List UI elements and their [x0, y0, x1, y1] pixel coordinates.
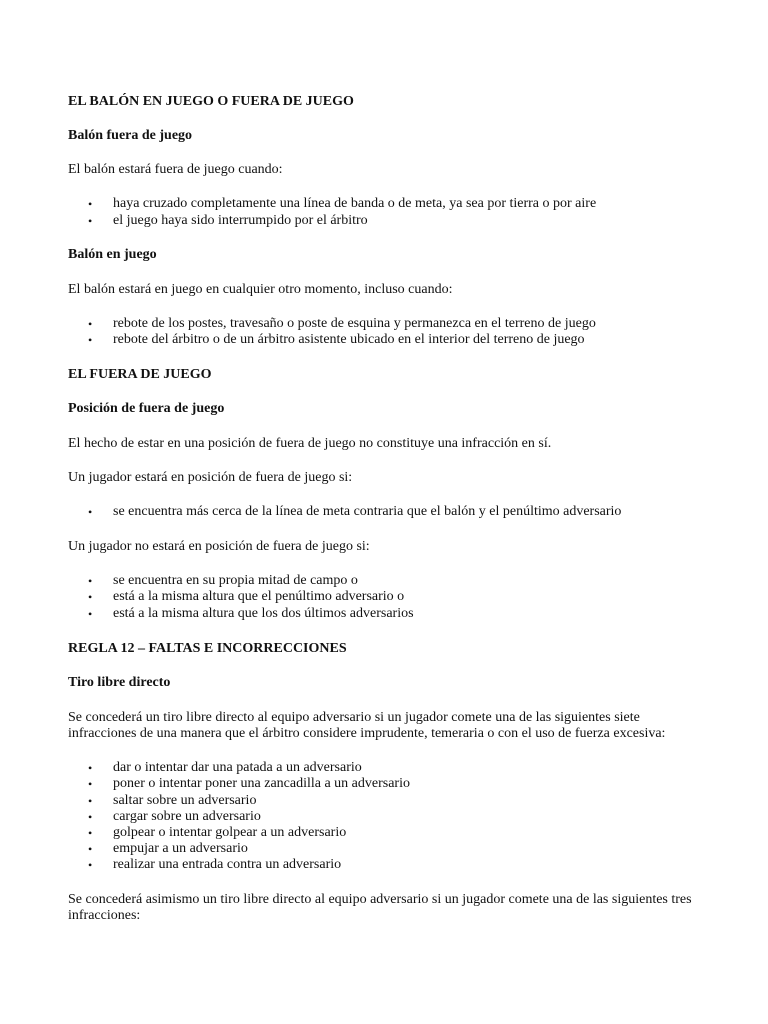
bullet: •	[88, 214, 93, 228]
paragraph-tiro-line-1: Se concederá un tiro libre directo al equipo adversario si un jugador comete una de las siguientes siete	[68, 710, 640, 725]
list-item-text: poner o intentar poner una zancadilla a un adversario	[113, 776, 410, 791]
bullet: •	[88, 761, 93, 775]
bullet: •	[88, 794, 93, 808]
list-item-text: golpear o intentar golpear a un adversario	[113, 825, 347, 840]
list-item-text: está a la misma altura que los dos últimos adversarios	[113, 606, 414, 621]
paragraph-hecho: El hecho de estar en una posición de fuera de juego no constituye una infracción en sí.	[68, 436, 552, 451]
paragraph-en-juego: El balón estará en juego en cualquier otro momento, incluso cuando:	[68, 282, 453, 297]
list-item-text: empujar a un adversario	[113, 841, 248, 856]
paragraph-asimismo-line-2: infracciones:	[68, 908, 141, 923]
bullet: •	[88, 505, 93, 519]
bullet: •	[88, 842, 93, 856]
paragraph-tiro-line-2: infracciones de una manera que el árbitro considere imprudente, temeraria o con el uso de fuerza excesiva:	[68, 726, 666, 741]
list-item-text: se encuentra en su propia mitad de campo o	[113, 573, 358, 588]
bullet: •	[88, 590, 93, 604]
bullet: •	[88, 574, 93, 588]
heading-fuera-de-juego: EL FUERA DE JUEGO	[68, 367, 212, 382]
bullet: •	[88, 810, 93, 824]
bullet: •	[88, 197, 93, 211]
list-item-text: se encuentra más cerca de la línea de meta contraria que el balón y el penúltimo adversario	[113, 504, 622, 519]
heading-balon-en-juego: EL BALÓN EN JUEGO O FUERA DE JUEGO	[68, 94, 354, 109]
list-item-text: haya cruzado completamente una línea de banda o de meta, ya sea por tierra o por aire	[113, 196, 597, 211]
list-item-text: el juego haya sido interrumpido por el árbitro	[113, 213, 368, 228]
bullet: •	[88, 826, 93, 840]
list-item-text: rebote del árbitro o de un árbitro asistente ubicado en el interior del terreno de juego	[113, 332, 585, 347]
list-item-text: realizar una entrada contra un adversario	[113, 857, 342, 872]
subheading-balon-fuera: Balón fuera de juego	[68, 128, 193, 143]
list-item-text: rebote de los postes, travesaño o poste de esquina y permanezca en el terreno de juego	[113, 316, 596, 331]
subheading-posicion: Posición de fuera de juego	[68, 401, 225, 416]
bullet: •	[88, 607, 93, 621]
paragraph-asimismo-line-1: Se concederá asimismo un tiro libre directo al equipo adversario si un jugador comete una de las siguientes tres	[68, 892, 692, 907]
bullet: •	[88, 333, 93, 347]
paragraph-estara: Un jugador estará en posición de fuera de juego si:	[68, 470, 353, 485]
list-item-text: está a la misma altura que el penúltimo adversario o	[113, 589, 405, 604]
paragraph-fuera: El balón estará fuera de juego cuando:	[68, 162, 283, 177]
list-item-text: cargar sobre un adversario	[113, 809, 261, 824]
heading-regla-12: REGLA 12 – FALTAS E INCORRECCIONES	[68, 641, 347, 656]
paragraph-no-estara: Un jugador no estará en posición de fuera de juego si:	[68, 539, 370, 554]
bullet: •	[88, 858, 93, 872]
bullet: •	[88, 317, 93, 331]
list-item-text: saltar sobre un adversario	[113, 793, 257, 808]
list-item-text: dar o intentar dar una patada a un adversario	[113, 760, 362, 775]
subheading-tiro-libre: Tiro libre directo	[68, 675, 171, 690]
bullet: •	[88, 777, 93, 791]
subheading-balon-en-juego: Balón en juego	[68, 247, 157, 262]
